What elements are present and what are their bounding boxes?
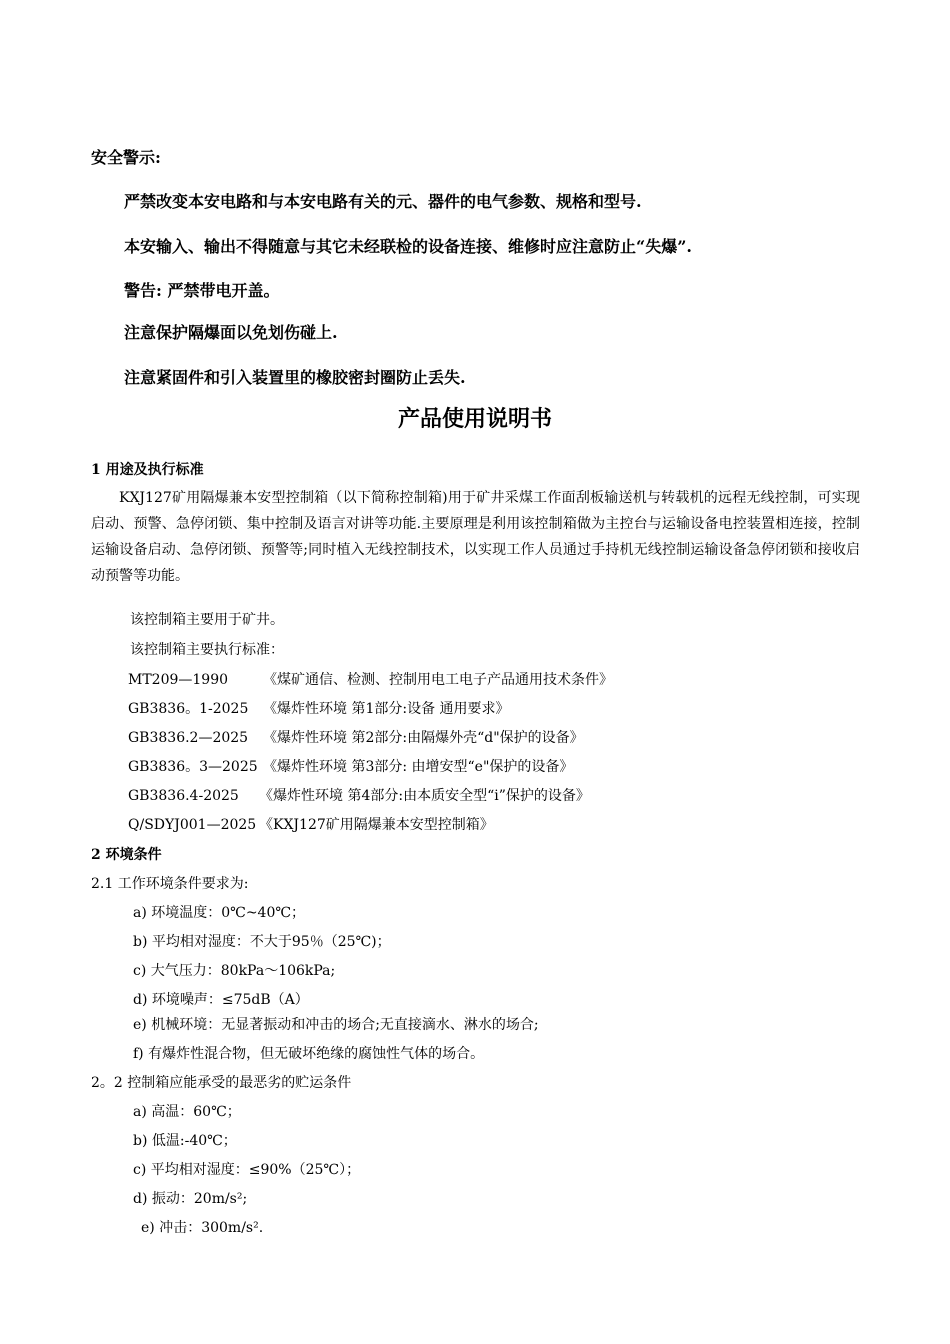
condition-item: c) 大气压力：80kPa～106kPa; bbox=[133, 963, 336, 979]
standard-row bbox=[128, 728, 584, 748]
standard-name: 《爆炸性环境 第2部分:由隔爆外壳“d"保护的设备》 bbox=[263, 730, 584, 746]
standard-code: GB3836.2—2025 bbox=[128, 730, 249, 746]
condition-item: d) 环境噪声：≤75dB（A） bbox=[133, 992, 309, 1008]
standard-code: Q/SDYJ001—2025 bbox=[128, 817, 257, 833]
standard-code: GB3836。3—2025 bbox=[128, 759, 258, 775]
standard-code: MT209—1990 bbox=[128, 672, 229, 688]
storage-item: d) 振动：20m/s²; bbox=[133, 1191, 248, 1207]
standard-row bbox=[128, 786, 590, 806]
standard-name: 《爆炸性环境 第4部分:由本质安全型“i”保护的设备》 bbox=[259, 788, 590, 804]
standard-code: GB3836.4-2025 bbox=[128, 788, 239, 804]
usage-text: 该控制箱主要用于矿井。 bbox=[130, 612, 284, 628]
subsection-heading: 2。2 控制箱应能承受的最恶劣的贮运条件 bbox=[91, 1075, 352, 1091]
standard-row bbox=[128, 815, 494, 835]
warning-item: 严禁改变本安电路和与本安电路有关的元、器件的电气参数、规格和型号. bbox=[124, 192, 642, 211]
storage-item: e) 冲击：300m/s². bbox=[141, 1220, 264, 1236]
section1-paragraph: KXJ127矿用隔爆兼本安型控制箱（以下简称控制箱)用于矿井采煤工作面刮板输送机与转载机的远程无线控制，可实现启动、预警、急停闭锁、集中控制及语言对讲等功能.主要原理是利用该控制箱做为主控台与运输设备电控装置相连接，控制运输设备启动、急停闭锁、预警等;同时植入无线控制技术，以实现工作人员通过手持机无线控制运输设备急停闭锁和接收启动预警等功能。 bbox=[91, 490, 860, 584]
section-heading: 2 环境条件 bbox=[91, 847, 162, 863]
standard-code: GB3836。1-2025 bbox=[128, 701, 249, 717]
warning-item: 警告: 严禁带电开盖。 bbox=[124, 281, 280, 300]
standard-name: 《煤矿通信、检测、控制用电工电子产品通用技术条件》 bbox=[263, 672, 613, 688]
subsection-heading: 2.1 工作环境条件要求为: bbox=[91, 876, 249, 892]
standard-name: 《KXJ127矿用隔爆兼本安型控制箱》 bbox=[259, 817, 494, 833]
standard-name: 《爆炸性环境 第1部分:设备 通用要求》 bbox=[263, 701, 510, 717]
warning-item: 注意保护隔爆面以免划伤碰上. bbox=[124, 323, 338, 342]
document-title: 产品使用说明书 bbox=[397, 406, 552, 432]
condition-item: b) 平均相对湿度：不大于95％（25℃)； bbox=[133, 934, 391, 950]
standard-row bbox=[128, 699, 510, 719]
storage-item: b) 低温:-40℃； bbox=[133, 1133, 237, 1149]
standard-row bbox=[128, 670, 613, 690]
condition-item: e) 机械环境：无显著振动和冲击的场合;无直接滴水、淋水的场合; bbox=[133, 1017, 539, 1033]
storage-item: c) 平均相对湿度：≤90%（25℃）； bbox=[133, 1162, 361, 1178]
standards-intro: 该控制箱主要执行标准： bbox=[130, 642, 284, 658]
condition-item: f) 有爆炸性混合物，但无破坏绝缘的腐蚀性气体的场合。 bbox=[133, 1046, 485, 1062]
section-heading: 1 用途及执行标准 bbox=[91, 462, 204, 478]
condition-item: a) 环境温度：0℃~40℃； bbox=[133, 905, 306, 921]
standard-name: 《爆炸性环境 第3部分: 由增安型“e"保护的设备》 bbox=[263, 759, 574, 775]
safety-warning-heading: 安全警示: bbox=[91, 148, 161, 167]
standard-row bbox=[128, 757, 573, 777]
warning-item: 注意紧固件和引入装置里的橡胶密封圈防止丢失. bbox=[124, 368, 466, 387]
storage-item: a) 高温：60℃； bbox=[133, 1104, 241, 1120]
warning-item: 本安输入、输出不得随意与其它未经联检的设备连接、维修时应注意防止“失爆”. bbox=[124, 237, 692, 256]
